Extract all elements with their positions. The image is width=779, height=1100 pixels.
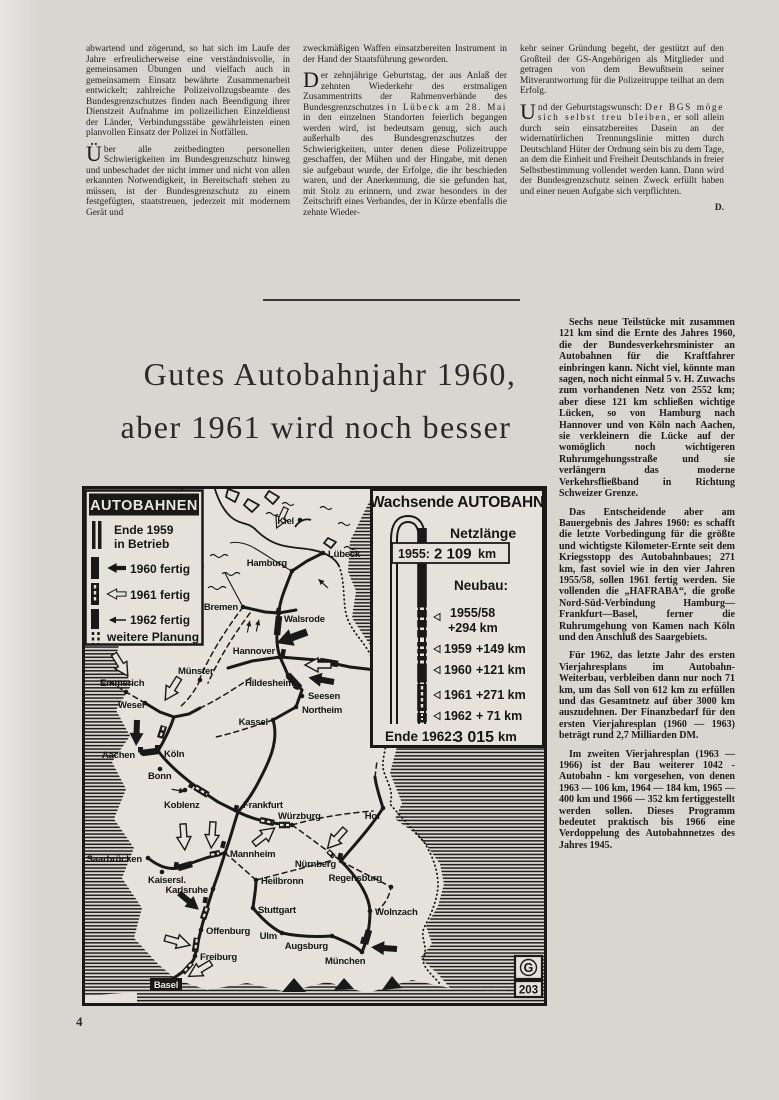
article-column-3: [520, 44, 724, 224]
author-initial: D.: [714, 203, 724, 213]
paragraph-text: ber alle zeitbedingten personellen Schwierigkeiten im Bundesgrenzschutz hinweg und unbeschadet der nicht immer und nicht von allen erkannten Notwendigkeit, in Bereitschaft stehen zu müssen, ist der Bundesgrenzschutz zu einem festgefügten, staatstreuen, jederzeit mit modernem Gerät und: [86, 144, 290, 218]
city-wesel: [118, 700, 147, 711]
city-label: Nürnberg: [294, 859, 336, 870]
city-karlsruhe: [165, 885, 215, 896]
dropcap: Ü: [86, 140, 102, 166]
dropcap: D: [303, 67, 319, 92]
city-label: Bremen: [203, 602, 238, 613]
headline-line-2: aber 1961 wird noch besser: [120, 409, 512, 445]
paragraph: kehr seiner Gründung begeht, der gestützt auf den Großteil der GS-Angehörigen als Mitglieder und getragen von dem Bewußtsein seiner Mitverantwortung für die Polizeitruppe teilhat an dem Erfolg.: [520, 44, 724, 96]
baseline-unit: km: [478, 547, 497, 561]
paragraph: [303, 67, 507, 218]
chart-row-value: +271 km: [476, 688, 526, 702]
chart-row-value: +149 km: [476, 642, 526, 656]
city-offenburg: [199, 926, 251, 937]
city-label: Hof: [364, 811, 380, 822]
chart-row-year: 1960: [444, 663, 472, 677]
city-label: Offenburg: [206, 926, 251, 937]
city-label: Wesel: [118, 700, 145, 711]
city-label: Ulm: [259, 931, 277, 942]
city-saarbruecken: [87, 854, 151, 865]
chart-total-label: Ende 1962:: [385, 729, 457, 744]
article-column-2: [303, 44, 507, 224]
chart-baseline-box: [392, 543, 509, 563]
legend-label: 1962 fertig: [130, 613, 191, 627]
chart-total-unit: km: [498, 729, 517, 744]
growth-chart-panel: [370, 490, 544, 747]
paragraph: Im zweiten Vierjahresplan (1963 — 1966) ist der Bau weiterer 1042 - Autobahn - km vorgesehen, von denen 1963 — 106 km, 1964 — 184 km, 1965 — 400 km und 1966 — 352 km fertiggestellt werden sollen. Dieses Programm bedeutet praktisch bis 1966 eine Verdoppelung des Autobahnnetzes des Jahres 1945.: [559, 748, 735, 851]
headline: [118, 356, 542, 445]
sidebar-article: [559, 317, 735, 858]
chart-row-value: +294 km: [448, 621, 498, 635]
city-label: Emmerich: [100, 678, 145, 689]
city-stuttgart: [251, 905, 297, 916]
map-publisher-logo: [515, 956, 542, 997]
city-freiburg: [193, 952, 238, 963]
city-label: Aachen: [101, 750, 135, 761]
chart-row-year: 1955/58: [450, 606, 496, 620]
city-heilbronn: [254, 876, 304, 887]
city-label: Hildesheim: [245, 678, 294, 689]
city-label: Köln: [164, 749, 185, 760]
paragraph-text: in den einzelnen Standorten feierlich begangen werden wird, ist bedeutsam genug, sich auch außerhalb des Bundesgrenzschutzes der Schwierigkeiten, unter denen diese Polizeitruppe geschaffen, der Mühen und der Hingabe, mit denen sie aufgebaut wurde, der Erfolge, die ihr beschieden waren, und der Anerkennung, die sie gefunden hat, mit Stolz zu erinnern, und zwar besonders in der Zeitschrift eines Verbandes, der in Kürze ebenfalls die zehnte Wieder-: [303, 113, 507, 218]
chart-section-label: Neubau:: [454, 578, 508, 593]
logo-number: 203: [518, 984, 539, 997]
city-label: Basel: [153, 980, 179, 991]
city-label: Kassel: [238, 717, 268, 728]
autobahn-map: [82, 486, 547, 1006]
chart-row-year: 1961: [444, 688, 472, 702]
paragraph: abwartend und zögerund, so hat sich im Laufe der Jahre erfreulicherweise eine verständnisvolle, in gemeinsamen Übungen und vielfach auch in gemeinsamem Einsatz bewährte Zusammenarbeit entwickelt; zahlreiche Polizeivollzugsbeamte des Bundesgrenzschutzes finden nach Beendigung ihrer Dienstzeit Aufnahme im polizeilichen Einzeldienst der Länder, Verbindungsstäbe gewährleisten einen planvollen Einsatz der Polizei in Notfällen.: [86, 44, 290, 138]
article-column-1: [86, 44, 290, 224]
chart-row-value: +121 km: [476, 663, 526, 677]
city-label: Hamburg: [246, 558, 287, 569]
city-label: Walsrode: [284, 614, 325, 625]
letterspaced-text: Der BGS möge sich selbst treu bleiben: [537, 102, 724, 123]
paragraph: [86, 140, 290, 219]
city-label: Heilbronn: [261, 876, 304, 887]
city-label: Stuttgart: [258, 905, 296, 916]
logo-letter: G: [523, 961, 534, 975]
city-label: Würzburg: [278, 811, 321, 822]
paragraph-text: er zehnjährige Geburtstag, der aus Anlaß der zehnten Wiederkehr des erstmaligen Zusammentritts der Rahmenverbände des Bundesgrenzschutzes: [303, 71, 507, 113]
city-label: Hannover: [232, 646, 275, 657]
letterspaced-text: in Lübeck am 28. Mai: [387, 102, 507, 113]
legend-label: 1960 fertig: [130, 562, 191, 576]
legend-label: in Betrieb: [114, 537, 170, 551]
city-label: Koblenz: [164, 800, 200, 811]
paragraph: Für 1962, das letzte Jahr des ersten Vierjahresplans im Autobahn-Weiterbau, verbleiben dann nur noch 71 km, um das Soll von 612 km zu erfüllen und das Gesamtnetz auf über 3000 km auszudehnen. Der Finanzbedarf für den ersten Vierjahresplan (1960 — 1963) beträgt rund 2,7 Milliarden DM.: [559, 650, 735, 742]
city-label: Wolnzach: [375, 907, 418, 918]
city-label: Regensburg: [328, 873, 382, 884]
city-label: München: [325, 956, 366, 967]
chart-subtitle: Netzlänge: [450, 525, 517, 541]
paragraph: Sechs neue Teilstücke mit zusammen 121 km sind die Ernte des Jahres 1960, die der Bundesverkehrsminister an Autobahnen für die Kraftfahrer einbringen kann. Nicht viel, könnte man sagen, noch nicht einmal 5 v. H. Zuwachs zum vorhandenen Netz von 2552 km; aber diese 121 km schließen wichtige Lücken, so von Hamburg nach Hannover und von Köln nach Aachen, sie verkleinern die Lücke auf der womöglich noch wichtigeren Ruhrumgehungsstraße und sie verlängern das moderne Verkehrsfließband in Richtung Schweizer Grenze.: [559, 317, 735, 500]
city-label: Karlsruhe: [165, 885, 208, 896]
legend-item-planung: [93, 630, 199, 644]
chart-row-year: 1962: [444, 709, 472, 723]
city-wolnzach: [368, 907, 418, 918]
city-label: Kiel: [277, 516, 294, 527]
paragraph: Das Entscheidende aber am Bauergebnis des Jahres 1960: es schafft die letzte Vorbedingung für die größte und wichtigste Kilometer-Ernte seit dem Kriegsstopp des Autobahnbaues; 271 km, fast soviel wie in den vier Jahren 1955/58, sollen 1961 fertig werden. Sie vollenden die „HAFRABA“, die große Nord-Süd-Verbindung Hamburg—Frankfurt—Basel, ferner die Ruhrumgehung von Kamen nach Köln und den Anschluß des Saargebiets.: [559, 506, 735, 643]
page-number: 4: [76, 1014, 83, 1029]
dropcap: U: [520, 98, 536, 124]
chart-total: [385, 729, 517, 746]
legend-title: AUTOBAHNEN: [90, 498, 198, 514]
baseline-value: 2 109: [434, 545, 472, 563]
city-label: Lübeck: [328, 549, 361, 560]
paragraph: [520, 98, 725, 198]
city-label: Augsburg: [284, 941, 328, 952]
paragraph-text: , er soll allein durch sein einsatzbereites Dasein an der widernatürlichen Trennungslinie mitten durch Deutschland Hüter der Ordnung sein bis zu dem Tage, an dem die Einheit und Freiheit Deutschlands in freier Selbstbestimmung vollendet werden kann. Dann wird der Bundesgrenzschutz seinen Zweck erfüllt haben und einer neuen Aufgabe sich verpflichten.: [520, 113, 725, 197]
headline-line-1: Gutes Autobahnjahr 1960,: [143, 356, 517, 392]
legend-label: weitere Planung: [107, 630, 200, 644]
legend-label: 1961 fertig: [130, 588, 191, 602]
paragraph: zweckmäßigen Waffen einsatzbereiten Instrument in der Hand der Staatsführung geworden.: [303, 44, 507, 65]
city-label: Saarbrücken: [86, 854, 142, 865]
chart-title: Wachsende AUTOBAHN: [369, 494, 545, 511]
city-label: Mannheim: [230, 849, 276, 860]
city-mannheim: [223, 849, 276, 860]
legend-label: Ende 1959: [114, 523, 174, 537]
map-legend: [86, 491, 203, 645]
city-label: Münster: [178, 666, 214, 677]
chart-total-value: 3 015: [454, 729, 495, 746]
paragraph-text: nd der Geburtstagswunsch:: [537, 102, 646, 113]
city-label: Freiburg: [200, 952, 237, 963]
city-label: Kaisersl.: [148, 875, 186, 886]
city-label: Bonn: [148, 771, 172, 782]
chart-row-year: 1959: [444, 642, 472, 656]
article-top: [86, 44, 724, 224]
section-divider: [263, 299, 520, 301]
city-label: Seesen: [308, 691, 341, 702]
city-label: Northeim: [302, 705, 343, 716]
chart-row-value: + 71 km: [476, 709, 523, 723]
baseline-year: 1955:: [398, 547, 430, 561]
city-basel: [150, 978, 182, 991]
city-label: Frankfurt: [243, 800, 283, 811]
